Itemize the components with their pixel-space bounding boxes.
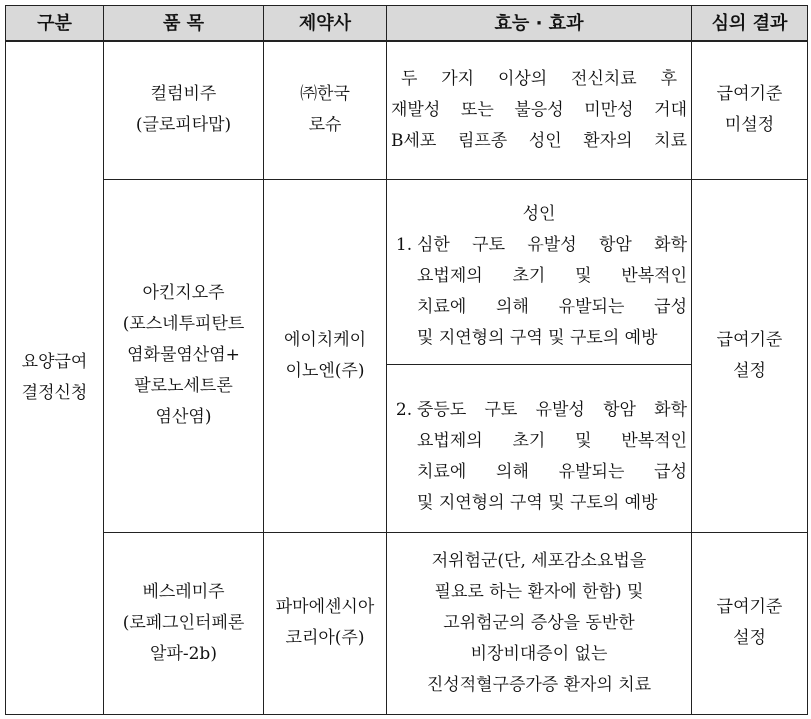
efficacy-heading: 성인 (522, 204, 556, 224)
efficacy-cell (387, 532, 692, 714)
product-ingredient: 염산염) (155, 407, 212, 427)
result-line: 급여기준 (716, 84, 783, 105)
item-number: 1. (395, 235, 413, 255)
table-row (6, 532, 808, 714)
category-line: 결정신청 (21, 382, 88, 403)
efficacy-line: 고위험군의 증상을 동반한 (443, 612, 635, 633)
efficacy-line: 저위험군(단, 세포감소요법을 (431, 550, 647, 571)
efficacy-cell (387, 41, 692, 179)
efficacy-line: 진성적혈구증가증 환자의 치료 (426, 674, 652, 695)
table-row (6, 179, 808, 364)
header-row (6, 6, 808, 42)
efficacy-line: 비장비대증이 없는 (470, 643, 608, 664)
product-ingredient: 팔로노세트론 (134, 376, 233, 396)
efficacy-line: B세포 림프종 성인 환자의 치료 (391, 130, 687, 151)
product-name: 베스레미주 (142, 581, 225, 602)
result-line: 설정 (733, 628, 766, 648)
result-line: 급여기준 (716, 597, 783, 617)
efficacy-line: 재발성 또는 불응성 미만성 거대 (391, 99, 687, 120)
company-cell (264, 41, 387, 179)
efficacy-line: 치료에 의해 유발되는 급성 (417, 462, 687, 482)
company-line: ㈜한국 (300, 84, 350, 105)
product-ingredient: (글로피타맙) (135, 115, 232, 136)
efficacy-line: 요법제의 초기 및 반복적인 (417, 431, 687, 451)
result-cell (692, 532, 808, 714)
efficacy-line: 및 지연형의 구역 및 구토의 예방 (417, 328, 658, 348)
header-efficacy: 효능 · 효과 (387, 6, 692, 42)
company-line: 코리아(주) (285, 628, 365, 648)
result-line: 미설정 (724, 115, 775, 136)
efficacy-line: 요법제의 초기 및 반복적인 (417, 266, 687, 286)
efficacy-line: 중등도 구토 유발성 항암 화학 (417, 400, 687, 420)
category-line: 요양급여 (21, 351, 88, 372)
product-ingredient: 알파-2b) (150, 643, 217, 664)
company-line: 에이치케이 (283, 329, 367, 350)
efficacy-line: 두 가지 이상의 전신치료 후 (401, 68, 677, 89)
product-cell (104, 41, 264, 179)
company-cell (264, 532, 387, 714)
table-row (6, 41, 808, 179)
efficacy-cell (387, 179, 692, 364)
header-result: 심의 결과 (692, 6, 808, 42)
company-cell (264, 179, 387, 532)
item-number: 2. (395, 400, 413, 420)
efficacy-line: 심한 구토 유발성 항암 화학 (417, 235, 687, 255)
efficacy-line: 치료에 의해 유발되는 급성 (417, 297, 687, 317)
product-ingredient: (포스네투피탄트 (122, 314, 245, 334)
header-company: 제약사 (264, 6, 387, 42)
product-ingredient: (로페그인터페론 (122, 612, 245, 633)
header-product: 품 목 (104, 6, 264, 42)
product-name: 컬럼비주 (150, 84, 217, 105)
efficacy-line: 및 지연형의 구역 및 구토의 예방 (417, 493, 658, 513)
efficacy-item (391, 395, 687, 519)
product-ingredient: 염화물염산염+ (127, 345, 240, 365)
efficacy-cell (387, 364, 692, 532)
company-line: 파마에센시아 (275, 597, 375, 617)
efficacy-item (391, 230, 687, 354)
header-category: 구분 (6, 6, 104, 42)
result-cell (692, 179, 808, 532)
efficacy-line: 필요로 하는 환자에 한함) 및 (434, 581, 644, 602)
company-line: 이노엔(주) (285, 360, 365, 381)
result-line: 설정 (733, 360, 766, 381)
result-line: 급여기준 (716, 329, 783, 350)
review-results-table (5, 5, 808, 715)
category-cell (6, 41, 104, 714)
company-line: 로슈 (308, 115, 342, 136)
product-cell (104, 179, 264, 532)
product-cell (104, 532, 264, 714)
result-cell (692, 41, 808, 179)
product-name: 아킨지오주 (142, 283, 225, 303)
